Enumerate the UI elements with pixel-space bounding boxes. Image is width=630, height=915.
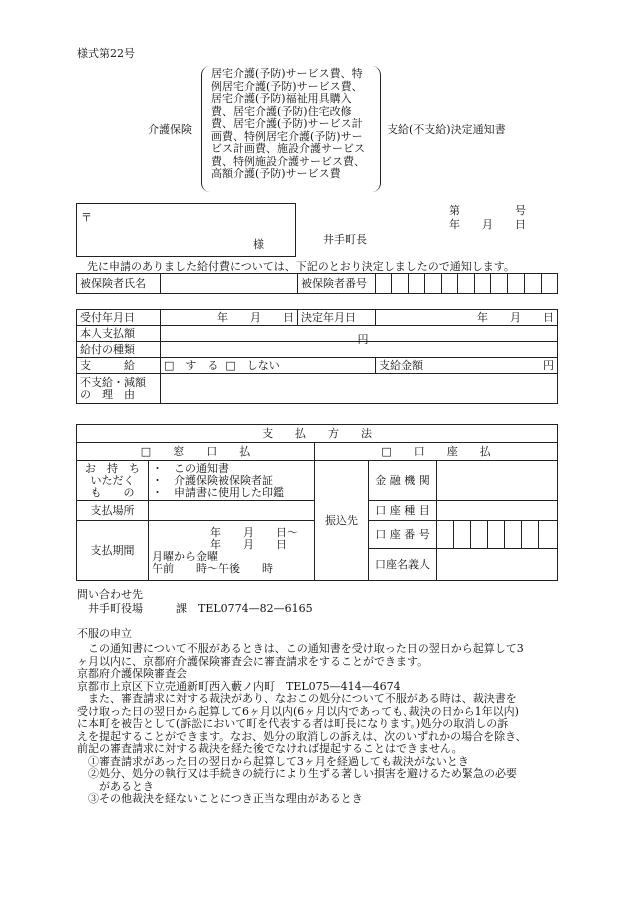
bring-label-line: お 持 ち	[85, 461, 140, 475]
payment-choice-cell	[161, 358, 376, 374]
insured-number-digit	[442, 274, 458, 294]
received-year: 年	[217, 310, 228, 324]
title-line: ビス計画費、施設介護サービス	[211, 142, 365, 155]
insured-number-digit	[475, 274, 491, 294]
title-line: 例居宅介護(予防)サービス費、	[211, 79, 363, 93]
reason-label-line: の 理 由	[80, 387, 135, 401]
decided-date-cell	[376, 310, 558, 326]
title-line: 費、特例施設介護サービス費、	[211, 154, 365, 168]
benefit-kind-label: 給付の種類	[77, 342, 161, 358]
insured-name-cell	[161, 274, 298, 294]
self-pay-cell	[161, 326, 558, 346]
period-end: 年 月 日	[210, 537, 287, 551]
appeal-line: ①審査請求があった日の翌日から起算して3ヶ月を経過しても裁決がないとき	[77, 754, 469, 768]
insured-number-label: 被保険者番号	[298, 274, 376, 294]
appeal-line: 前記の審査請求に対する裁決を経た後でなければ提起することはできません。	[77, 742, 463, 755]
self-pay-yen: 円	[357, 332, 369, 346]
insured-number-digit	[376, 274, 392, 294]
appeal-line: があるとき	[77, 779, 154, 793]
account-number-digit	[437, 521, 454, 549]
title-line: 費、居宅介護(予防)住宅改修	[211, 104, 352, 118]
method-header: 支 払 方 法	[77, 425, 558, 443]
pay-period-label: 支払期間	[77, 521, 149, 581]
appeal-line: ②処分、処分の執行又は手続きの続行により生ずる著しい損害を避けるため緊急の必要	[77, 767, 517, 780]
title-line: 費、居宅介護(予防)サービス計	[211, 117, 363, 130]
insured-name-label: 被保険者氏名	[77, 274, 161, 294]
contact-line: 井手町役場 課 TEL0774—82—6165	[88, 602, 313, 615]
recipient-honorific: 様	[253, 238, 264, 251]
decision-table	[76, 309, 558, 404]
decided-year: 年	[477, 310, 488, 324]
postal-mark: 〒	[81, 211, 92, 224]
bring-item: ・ この通知書	[152, 461, 229, 475]
decided-month: 月	[510, 310, 521, 324]
appeal-line: 京都府介護保険審査会	[77, 667, 187, 680]
bring-items-list	[149, 461, 315, 501]
insured-table	[76, 273, 558, 294]
title-line: 居宅介護(予防)サービス費、特	[211, 67, 363, 80]
pay-yes-checkbox[interactable]: □ す る	[164, 358, 219, 372]
bring-items-label	[77, 461, 149, 501]
pay-amount-label: 支給金額	[379, 358, 423, 372]
title-line: 高額介護(予防)サービス費	[211, 167, 341, 180]
insured-number-digit	[425, 274, 442, 294]
issuer: 井手町長	[323, 233, 367, 246]
insured-number-digit	[525, 274, 542, 294]
appeal-line: この通知書について不服があるときは、この通知書を受け取った日の翌日から起算して3	[77, 642, 524, 655]
period-days: 月曜から金曜	[152, 549, 218, 563]
insured-number-digit	[392, 274, 409, 294]
period-hours: 午前 時〜午後 時	[152, 561, 273, 575]
bring-item: ・ 申請書に使用した印鑑	[152, 485, 284, 499]
window-pay-option[interactable]: □ 窓 口 払	[77, 443, 315, 461]
insured-number-digit	[491, 274, 508, 294]
doc-number-go: 号	[515, 204, 526, 217]
title-bracket-text	[211, 68, 365, 181]
decided-date-label: 決定年月日	[298, 310, 376, 326]
account-number-digit	[471, 521, 488, 549]
issue-year: 年	[449, 218, 460, 231]
payment-label: 支 給	[77, 358, 161, 374]
pay-no-checkbox[interactable]: □ しない	[225, 358, 280, 372]
reason-label	[77, 374, 161, 404]
period-start: 年 月 日〜	[210, 525, 298, 539]
account-number-digit	[539, 521, 558, 549]
title-line: 居宅介護(予防)福祉用具購入	[211, 92, 352, 105]
bring-label-line: いただく	[90, 473, 135, 487]
address-box	[76, 203, 296, 257]
reason-cell	[161, 374, 558, 404]
bring-item: ・ 介護保険被保険者証	[152, 473, 273, 487]
title-bracket-right	[372, 66, 381, 192]
appeal-line: ③その他裁決を経ないことにつき正当な理由があるとき	[77, 792, 363, 805]
insured-number-digit	[508, 274, 525, 294]
title-line: 画費、特例居宅介護(予防)サー	[211, 129, 363, 143]
insured-number-digit	[542, 274, 558, 294]
pay-place-cell	[149, 501, 315, 521]
account-number-digit	[488, 521, 505, 549]
account-number-digit	[505, 521, 522, 549]
received-month: 月	[250, 310, 261, 324]
issue-month: 月	[482, 218, 493, 231]
account-number-label: 口 座 番 号	[369, 521, 437, 549]
account-type-label: 口 座 種 目	[369, 501, 437, 521]
account-type-cell	[437, 501, 558, 521]
appeal-line: ヶ月以内に、京都府介護保険審査会に審査請求をすることができます。	[77, 654, 429, 668]
title-suffix: 支給(不支給)決定通知書	[387, 123, 506, 136]
appeal-line: に本町を被告として(訴訟において町を代表する者は町長になります。)処分の取消しの訴	[77, 717, 509, 730]
decided-day: 日	[543, 310, 554, 324]
title-prefix: 介護保険	[148, 123, 192, 136]
payment-method-table	[76, 424, 558, 581]
intro-text: 先に申請のありました給付費については、下記のとおり決定しましたので通知します。	[87, 260, 515, 273]
account-pay-option[interactable]: □ 口 座 払	[315, 443, 558, 461]
bank-cell	[437, 461, 558, 501]
appeal-line: えを提起することができます。なお、処分の取消しの訴えは、次のいずれかの場合を除き、	[77, 729, 527, 743]
appeal-line: また、審査請求に対する裁決があり、なおこの処分について不服がある時は、裁決書を	[77, 692, 517, 705]
bring-label-line: も の	[90, 485, 135, 499]
received-day: 日	[283, 310, 294, 324]
bank-label: 金 融 機 関	[369, 461, 437, 501]
pay-amount-cell	[376, 358, 558, 374]
account-holder-cell	[437, 549, 558, 581]
received-date-cell	[161, 310, 298, 326]
form-number: 様式第22号	[77, 47, 135, 60]
insured-number-digit	[458, 274, 475, 294]
appeal-heading: 不服の申立	[77, 627, 132, 640]
received-date-label: 受付年月日	[77, 310, 161, 326]
appeal-line: 京都市上京区下立売通新町西入藪ノ内町 TEL075—414—4674	[77, 679, 401, 693]
pay-amount-yen: 円	[543, 358, 554, 372]
reason-label-line: 不支給・減額	[80, 375, 146, 389]
pay-period-cell	[149, 521, 315, 581]
account-holder-label: 口座名義人	[369, 549, 437, 581]
pay-place-label: 支払場所	[77, 501, 149, 521]
appeal-line: 受け取った日の翌日から起算して6ヶ月以内(6ヶ月以内であっても､裁決の日から1年以内)	[77, 704, 519, 718]
doc-number-dai: 第	[449, 204, 460, 217]
title-bracket-left	[201, 66, 210, 192]
insured-number-digit	[409, 274, 425, 294]
issue-day: 日	[515, 218, 526, 231]
account-number-digit	[454, 521, 471, 549]
self-pay-label: 本人支払額	[77, 326, 161, 342]
appeal-body	[77, 643, 527, 806]
contact-label: 問い合わせ先	[77, 588, 143, 601]
account-number-digit	[522, 521, 539, 549]
transfer-label: 振込先	[315, 461, 369, 581]
